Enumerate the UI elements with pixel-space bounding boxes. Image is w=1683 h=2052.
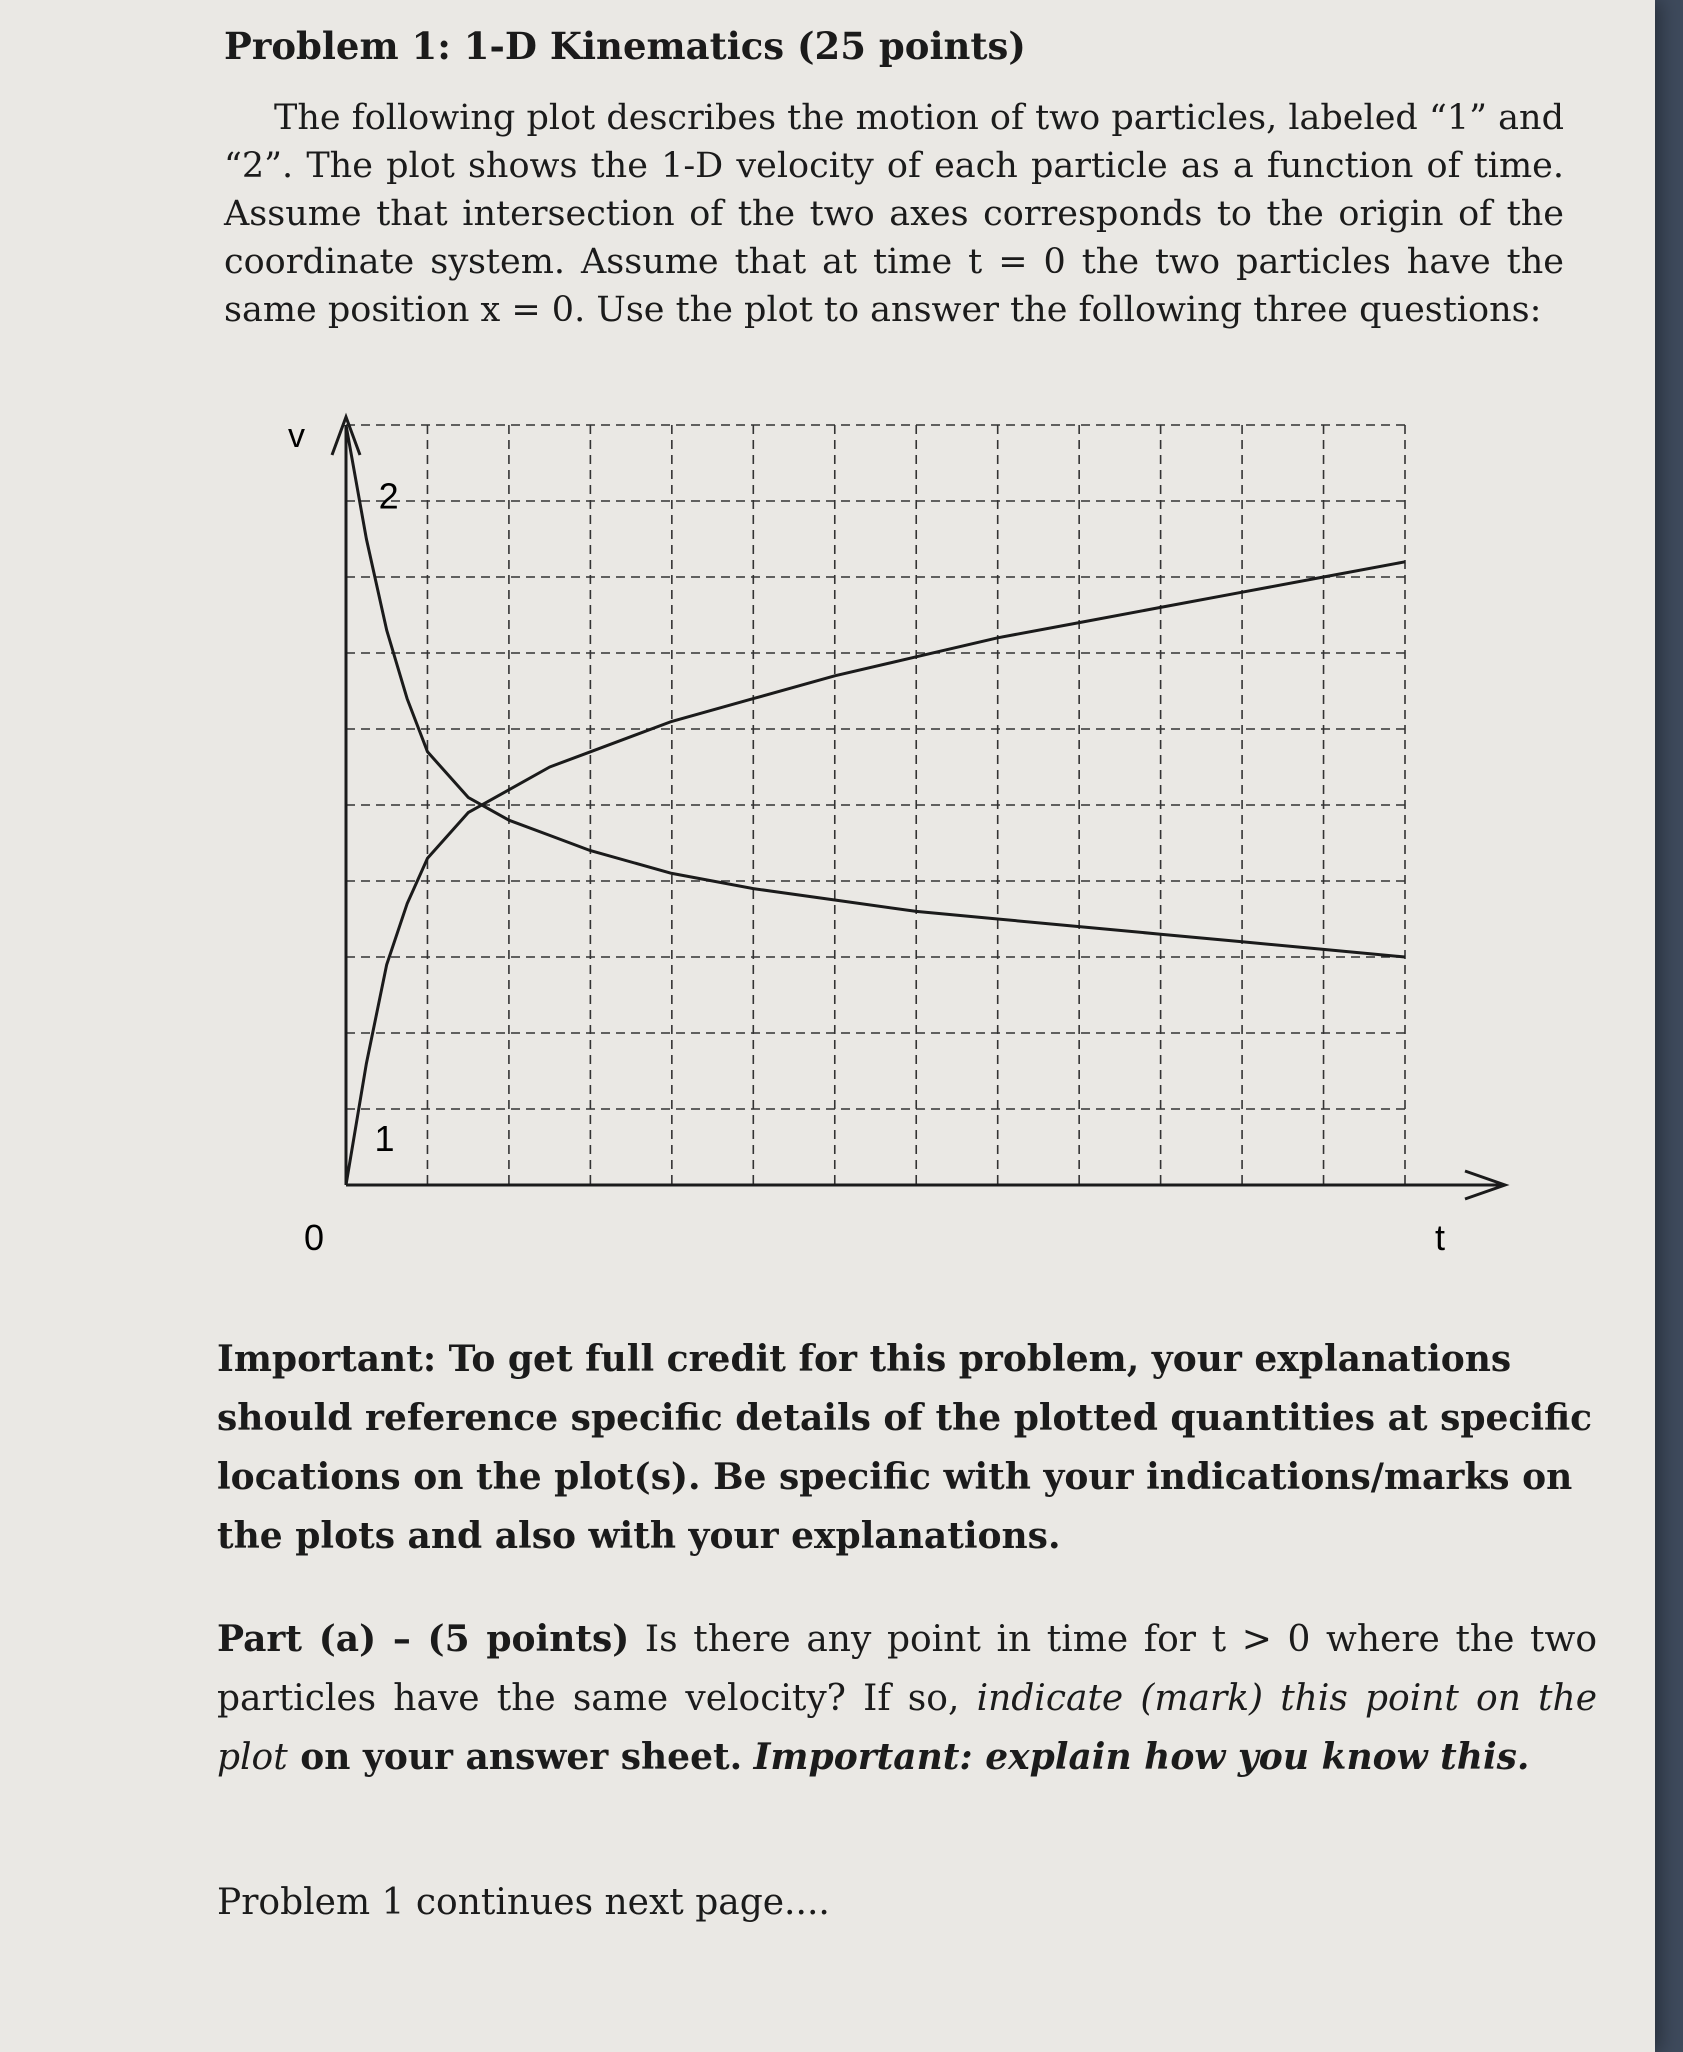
important-text: To get full credit for this problem, your explanations should reference specific details of the plotted quantities at specific locations on the plot(s). Be specific with your indications/marks on the plots and also with your explanations.: [217, 1338, 1593, 1557]
origin-label: 0: [304, 1217, 325, 1258]
part-a-question: [217, 1610, 1597, 1787]
problem-title: Problem 1: 1-D Kinematics (25 points): [224, 24, 1026, 68]
velocity-plot: [270, 395, 1530, 1275]
part-a-text-4: Important: explain how you know this.: [753, 1736, 1530, 1778]
important-lead: Important:: [217, 1338, 437, 1380]
velocity-time-chart: [270, 395, 1530, 1275]
plot-axes: [288, 417, 1505, 1258]
curve-2-label: 2: [378, 475, 399, 517]
x-axis-label: t: [1435, 1217, 1446, 1258]
curve-particle-1: [346, 562, 1405, 1185]
part-a-text-2: indicate (mark) this point on the plot: [217, 1678, 1597, 1778]
plot-grid: [346, 425, 1405, 1185]
important-note: [217, 1330, 1597, 1566]
curve-1-label: 1: [374, 1117, 395, 1159]
part-a-label: Part (a) – (5 points): [217, 1618, 630, 1660]
y-axis-label: v: [288, 417, 305, 455]
part-a-text-3: on your answer sheet.: [287, 1736, 743, 1778]
intro-text: The following plot describes the motion of two particles, labeled “1” and “2”. The plot shows the 1-D velocity of each particle as a function of time. Assume that intersection of the two axes corresponds to the origin of the coordinate system. Assume that at time t = 0 the two particles have the same position x = 0. Use the plot to answer the following three questions:: [224, 98, 1564, 330]
problem-intro: [224, 94, 1564, 334]
part-a-text-1: Is there any point in time for t > 0 where the two particles have the same velocity? If so,: [217, 1619, 1597, 1719]
curve-particle-2: [346, 425, 1405, 957]
continues-note: Problem 1 continues next page....: [217, 1882, 830, 1923]
